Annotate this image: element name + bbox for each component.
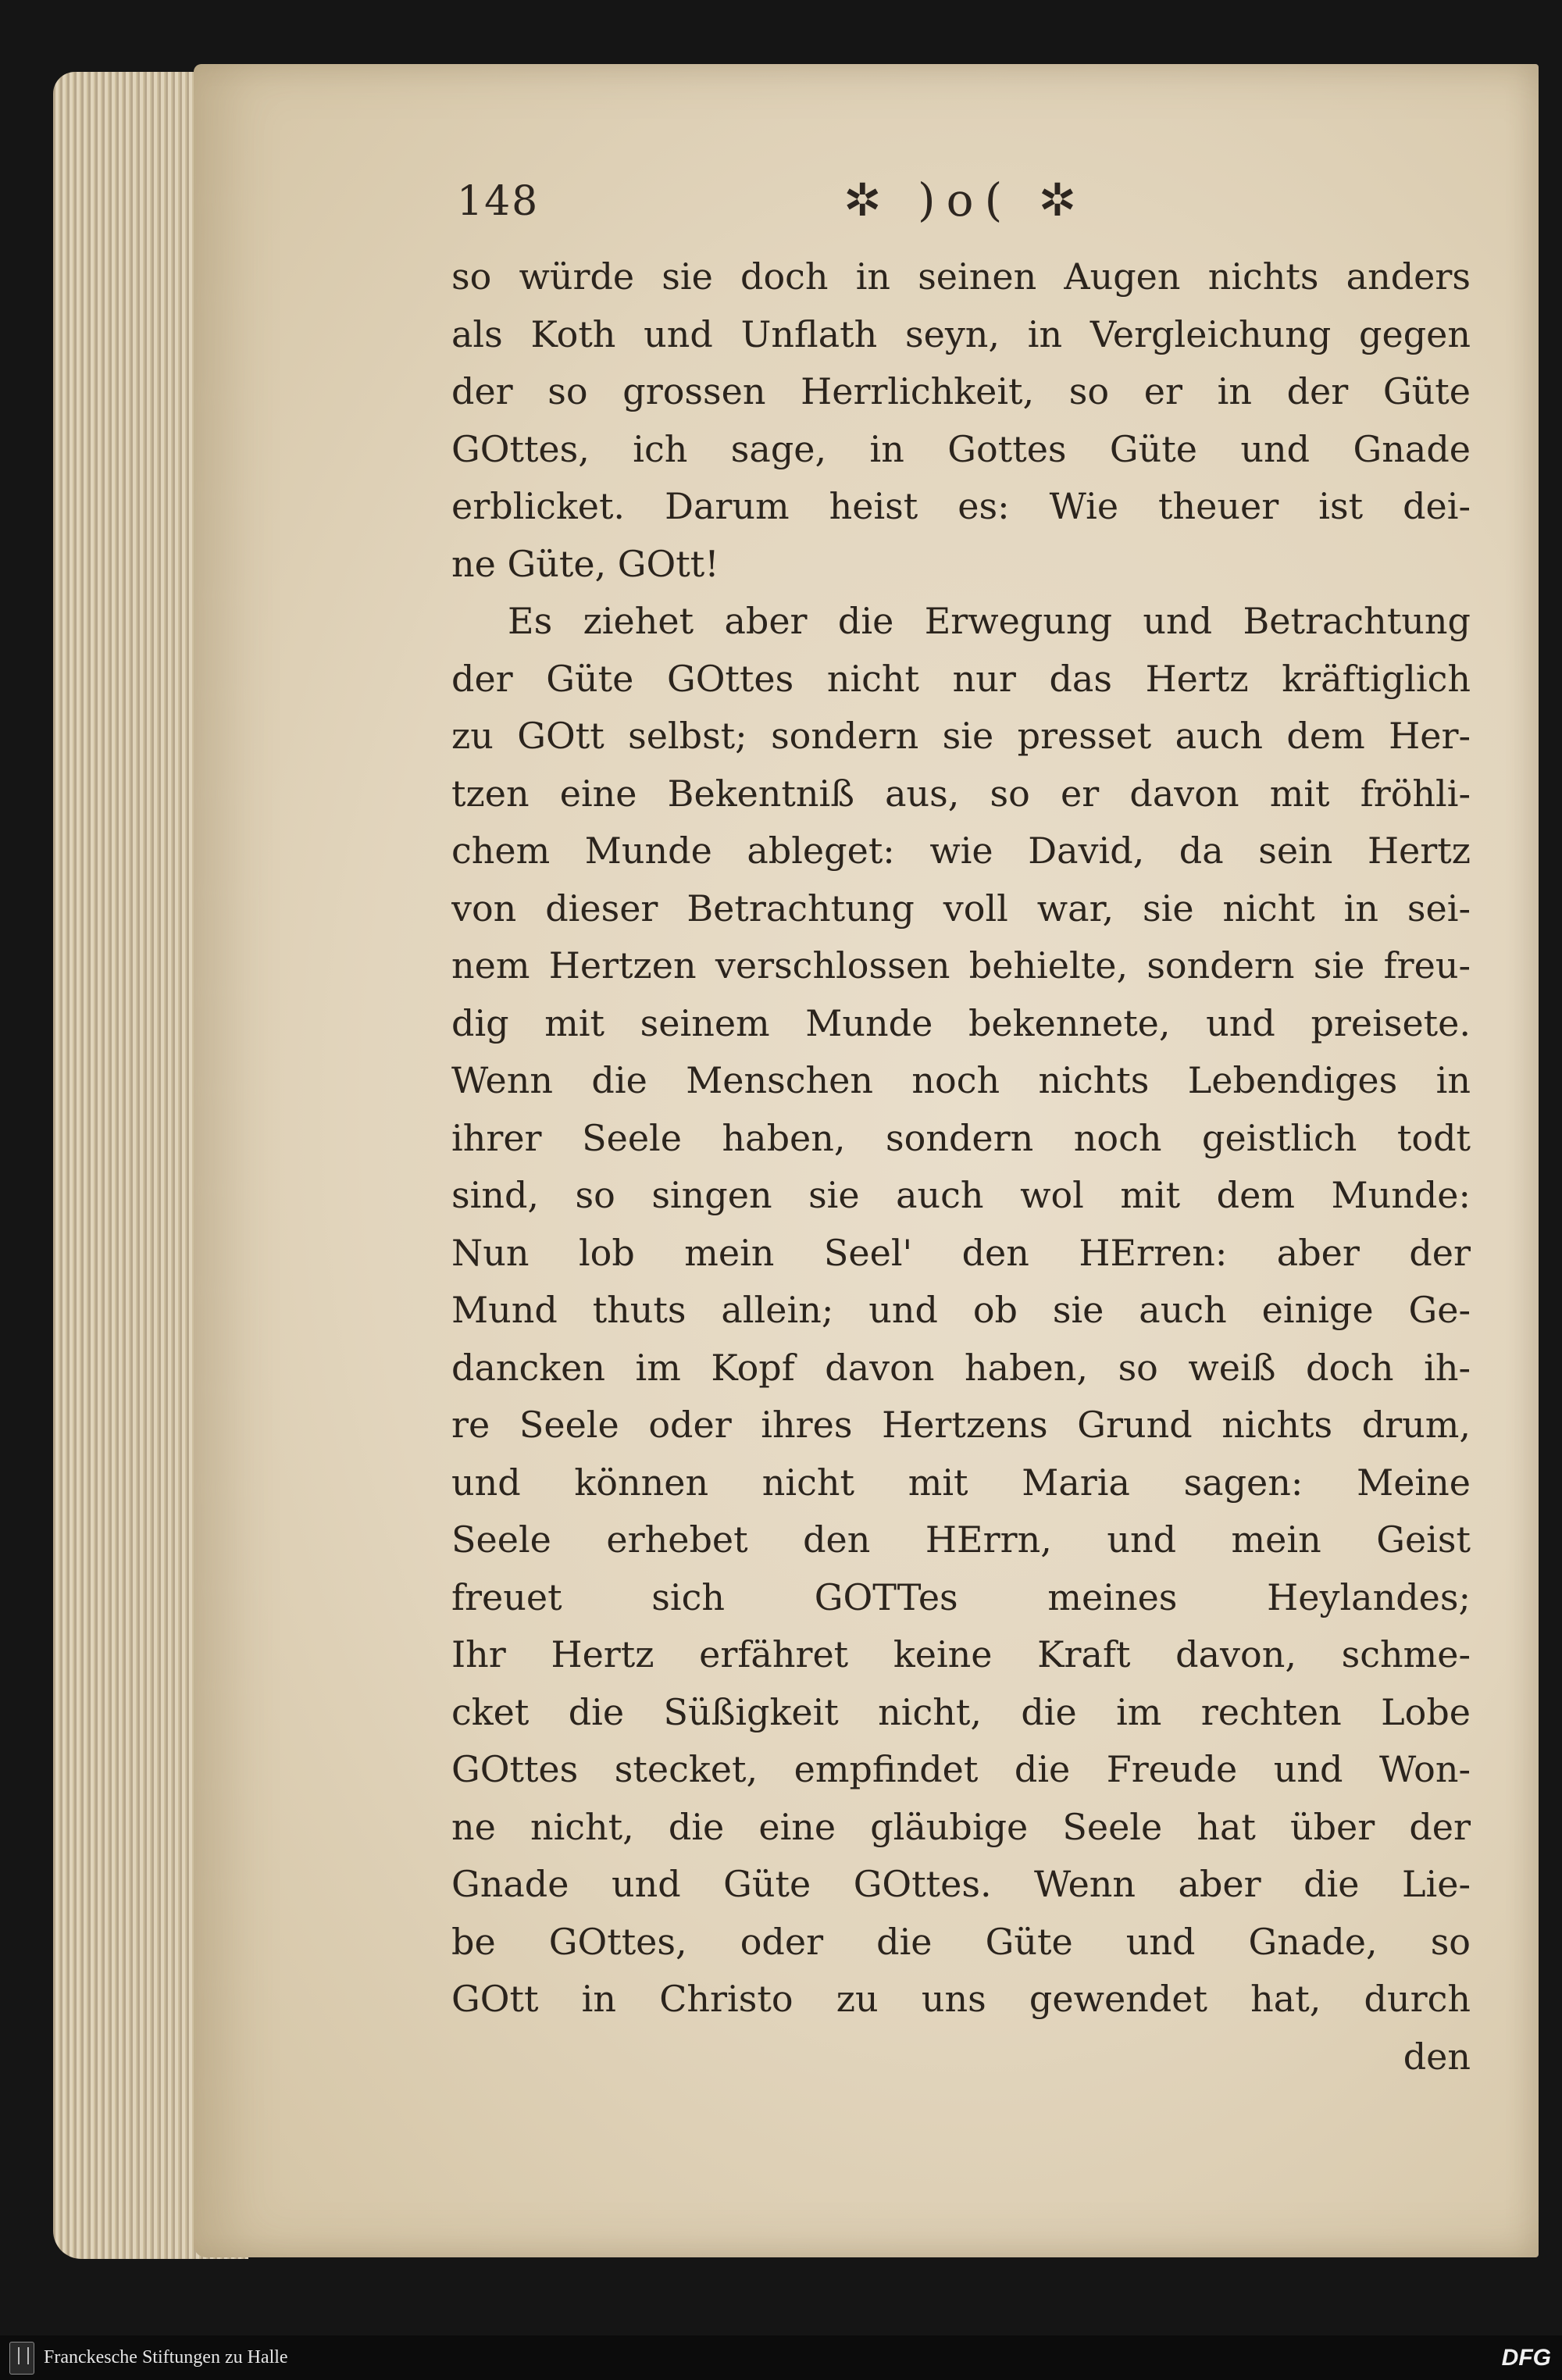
- text-line: re Seele oder ihres Hertzens Grund nichts drum,: [451, 1404, 1471, 1446]
- funder-logo: DFG: [1501, 2345, 1551, 2371]
- text-line: GOtt in Christo zu uns gewendet hat, durch: [451, 1978, 1471, 2020]
- text-line: cket die Süßigkeit nicht, die im rechten Lobe: [451, 1690, 1471, 1733]
- text-line: dig mit seinem Munde bekennete, und preisete.: [451, 1001, 1471, 1044]
- text-line: GOttes, ich sage, in Gottes Güte und Gnade: [451, 427, 1471, 470]
- text-line: ne Güte, GOtt!: [451, 542, 719, 585]
- page-header: [457, 173, 1472, 241]
- text-line: der so grossen Herrlichkeit, so er in der Güte: [451, 370, 1471, 412]
- text-line: Ihr Hertz erfähret keine Kraft davon, schme-: [451, 1633, 1471, 1675]
- page-number: 148: [457, 178, 540, 225]
- text-line: Gnade und Güte GOttes. Wenn aber die Lie-: [451, 1863, 1471, 1905]
- text-line: und können nicht mit Maria sagen: Meine: [451, 1461, 1471, 1504]
- text-line: Seele erhebet den HErrn, und mein Geist: [451, 1518, 1471, 1561]
- text-line: dancken im Kopf davon haben, so weiß doch ih-: [451, 1346, 1471, 1389]
- text-line: tzen eine Bekentniß aus, so er davon mit fröhli-: [451, 772, 1471, 815]
- text-line: ne nicht, die eine gläubige Seele hat über der: [451, 1805, 1471, 1848]
- viewer-footer: [0, 2335, 1562, 2380]
- text-line: erblicket. Darum heist es: Wie theuer ist dei-: [451, 485, 1471, 527]
- text-line: freuet sich GOTTes meines Heylandes;: [451, 1575, 1471, 1618]
- text-line: GOttes stecket, empfindet die Freude und Won-: [451, 1748, 1471, 1790]
- text-line: Nun lob mein Seel' den HErren: aber der: [451, 1231, 1471, 1274]
- text-line: zu GOtt selbst; sondern sie presset auch dem Her-: [451, 715, 1471, 757]
- text-line: so würde sie doch in seinen Augen nichts anders: [451, 255, 1471, 298]
- ornament-header: ✲ )o( ✲: [843, 173, 1088, 227]
- institution-credit: Franckesche Stiftungen zu Halle: [44, 2347, 288, 2368]
- text-line: nem Hertzen verschlossen behielte, sondern sie freu-: [451, 944, 1471, 987]
- text-line: Wenn die Menschen noch nichts Lebendiges in: [451, 1059, 1471, 1101]
- text-line: chem Munde ableget: wie David, da sein Hertz: [451, 830, 1471, 872]
- text-line: ihrer Seele haben, sondern noch geistlich todt: [451, 1116, 1471, 1159]
- library-logo-icon: [9, 2342, 34, 2375]
- text-line: als Koth und Unflath seyn, in Vergleichung gegen: [451, 312, 1471, 355]
- text-line: der Güte GOttes nicht nur das Hertz kräftiglich: [451, 657, 1471, 700]
- body-text: [451, 248, 1471, 2086]
- text-line: von dieser Betrachtung voll war, sie nicht in sei-: [451, 887, 1471, 930]
- text-line: sind, so singen sie auch wol mit dem Munde:: [451, 1174, 1471, 1216]
- text-line: Mund thuts allein; und ob sie auch einige Ge-: [451, 1289, 1471, 1331]
- text-line: be GOttes, oder die Güte und Gnade, so: [451, 1920, 1471, 1963]
- text-line: Es ziehet aber die Erwegung und Betrachtung: [508, 600, 1471, 642]
- catchword: den: [1403, 2035, 1471, 2078]
